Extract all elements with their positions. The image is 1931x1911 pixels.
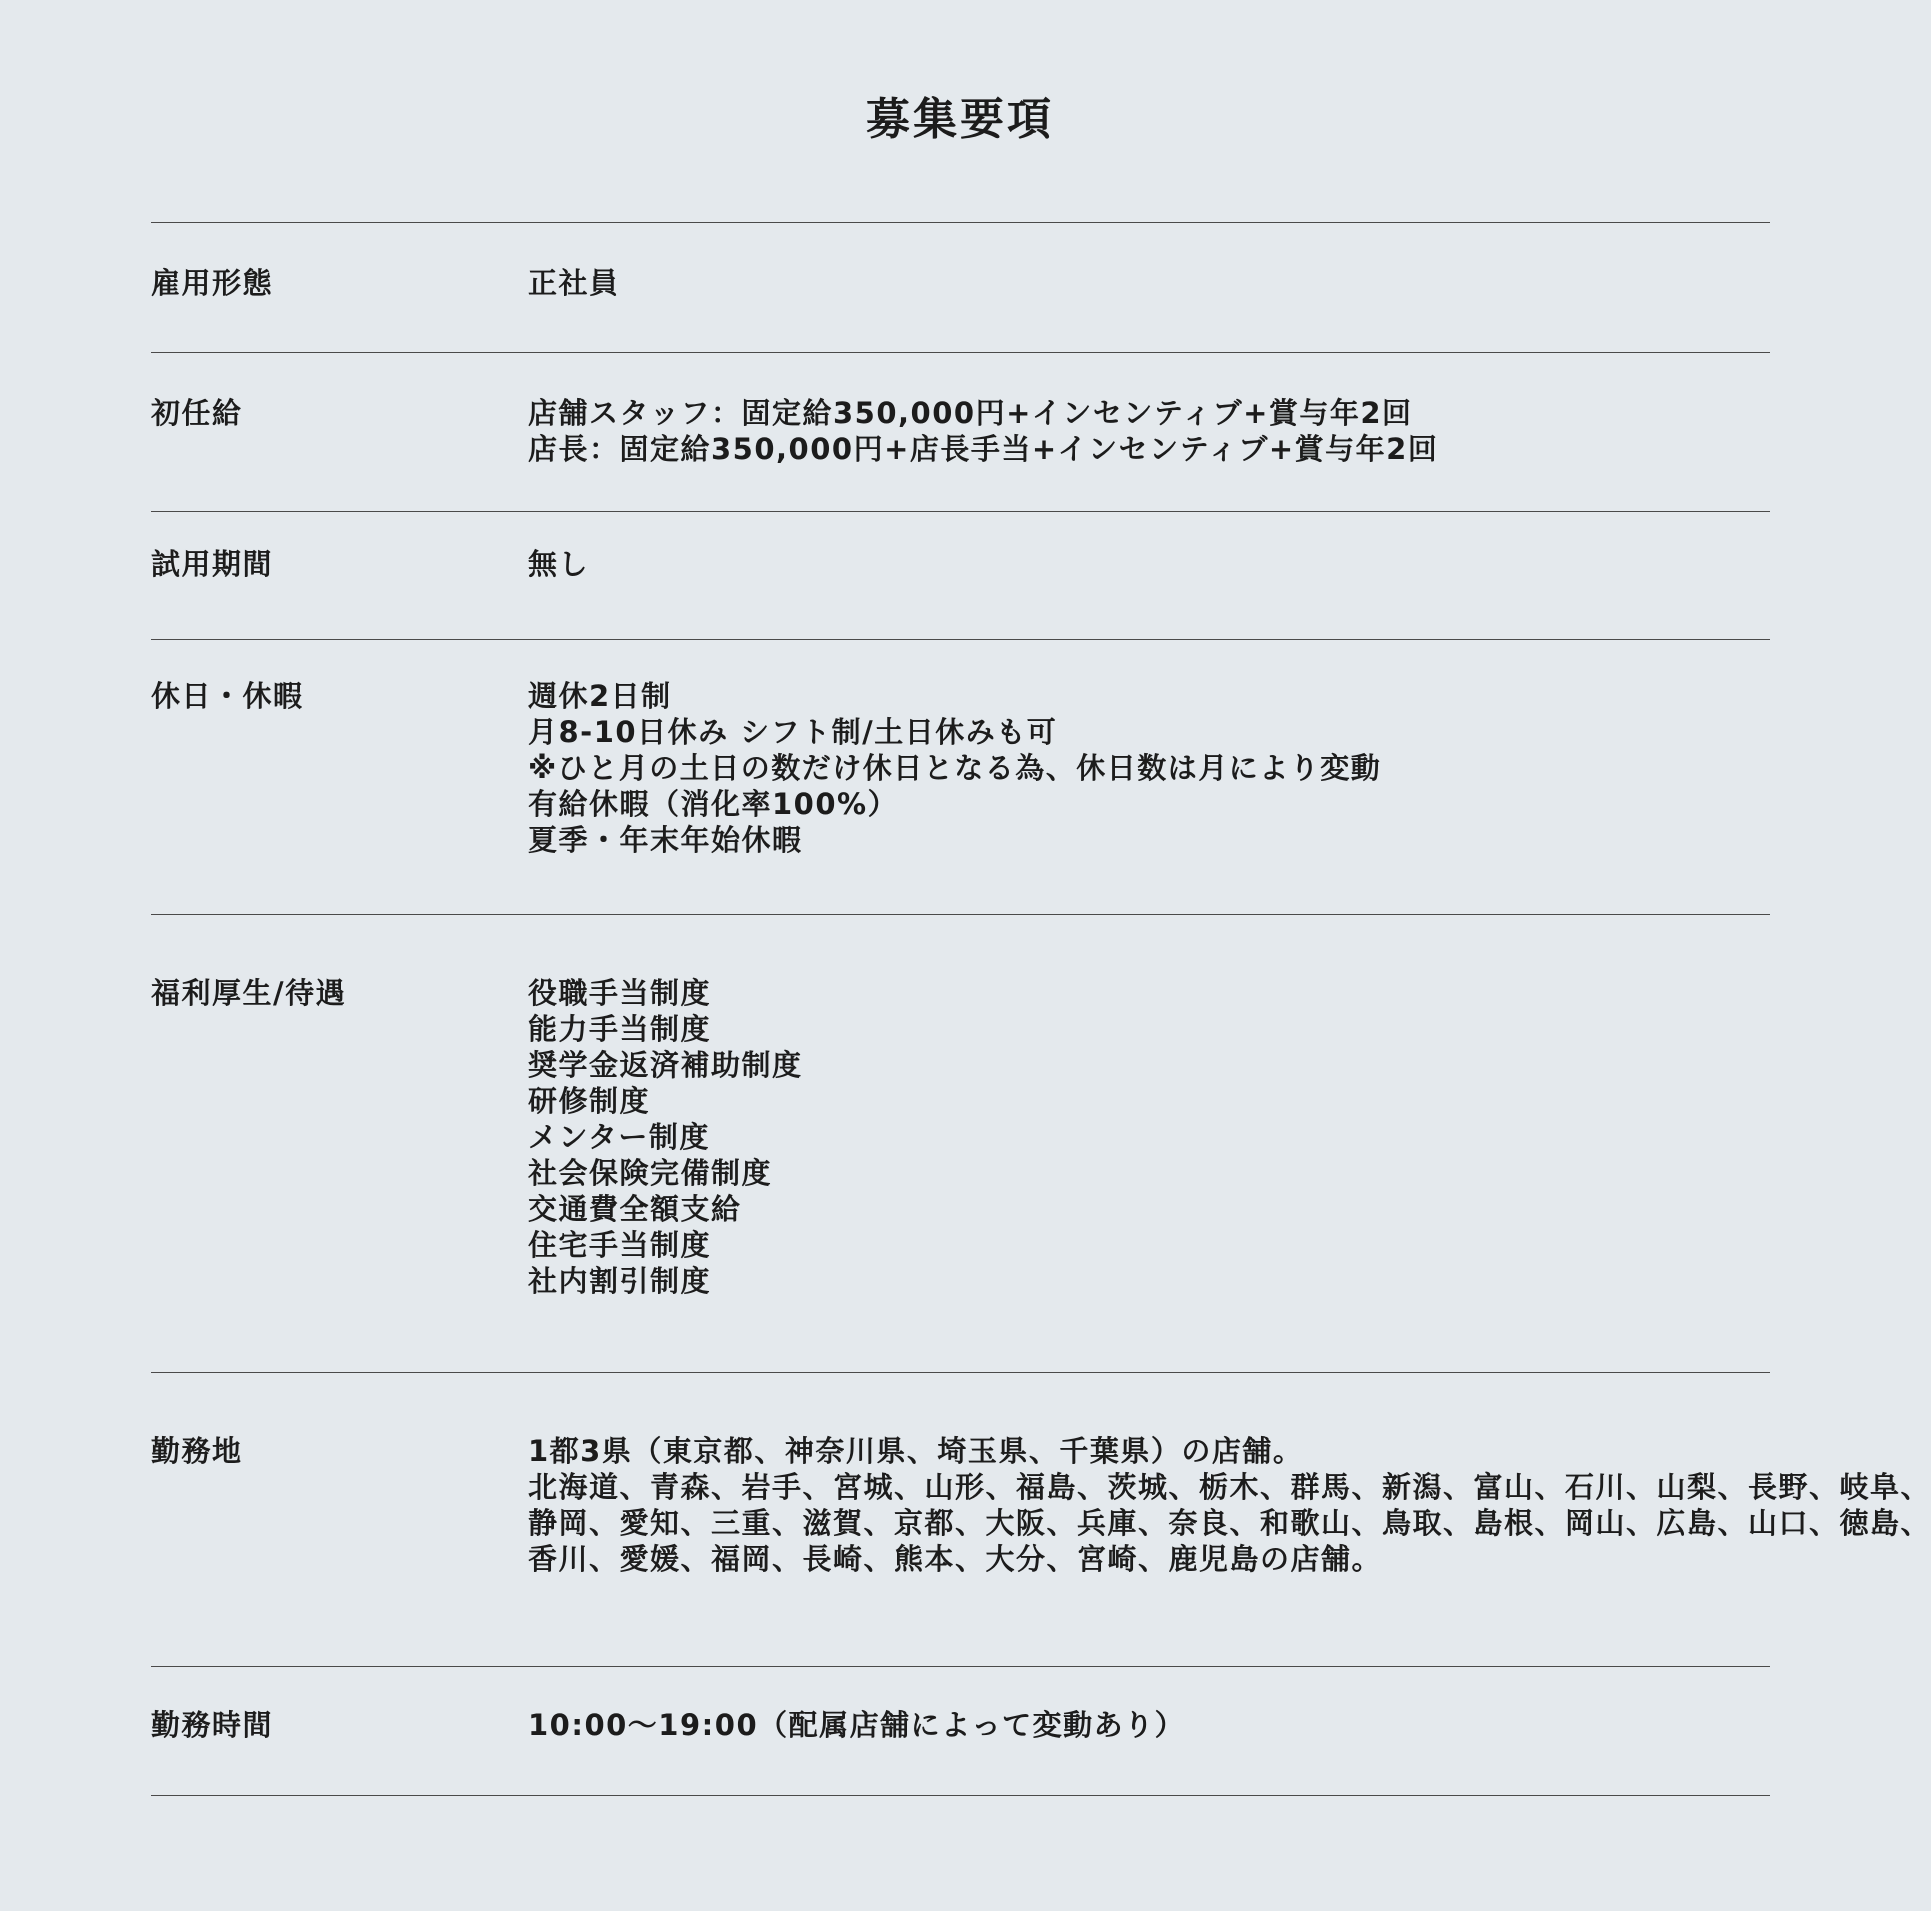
row-benefits (151, 915, 1770, 1373)
row-label: 勤務地 (151, 1434, 243, 1468)
value-line: 無し (528, 547, 590, 581)
value-line: 研修制度 (528, 1084, 651, 1118)
row-work-location (151, 1373, 1931, 1667)
value-line: 役職手当制度 (528, 976, 712, 1010)
value-line: 1都3県（東京都、神奈川県、埼玉県、千葉県）の店舗。 (528, 1434, 1304, 1468)
value-line: 週休2日制 (528, 679, 672, 713)
value-line: 静岡、愛知、三重、滋賀、京都、大阪、兵庫、奈良、和歌山、鳥取、島根、岡山、広島、山口、徳島、 (528, 1506, 1931, 1540)
row-label: 勤務時間 (151, 1708, 274, 1742)
row-label: 雇用形態 (151, 266, 274, 300)
row-trial-period (151, 512, 1770, 640)
value-line: 有給休暇（消化率100%） (528, 787, 899, 821)
row-value (528, 546, 1782, 582)
row-employment-type (151, 223, 1770, 353)
value-line: ※ひと月の土日の数だけ休日となる為、休日数は月により変動 (528, 751, 1382, 785)
value-line: 北海道、青森、岩手、宮城、山形、福島、茨城、栃木、群馬、新潟、富山、石川、山梨、長野、岐阜、 (528, 1470, 1931, 1504)
page-title: 募集要項 (866, 94, 1054, 145)
row-value (528, 395, 1782, 467)
row-label: 休日・休暇 (151, 679, 304, 713)
row-working-hours (151, 1667, 1770, 1796)
recruitment-table (151, 222, 1931, 1796)
value-line: 奨学金返済補助制度 (528, 1048, 803, 1082)
row-value (528, 265, 1782, 301)
row-label: 試用期間 (151, 547, 274, 581)
row-starting-salary (151, 353, 1770, 512)
value-line: 正社員 (528, 266, 620, 300)
row-value (528, 975, 1782, 1299)
value-line: 能力手当制度 (528, 1012, 712, 1046)
value-line: 月8-10日休み シフト制/土日休みも可 (528, 715, 1058, 749)
row-value (528, 678, 1782, 858)
value-line: 住宅手当制度 (528, 1228, 712, 1262)
value-line: メンター制度 (528, 1120, 710, 1154)
value-line: 香川、愛媛、福岡、長崎、熊本、大分、宮崎、鹿児島の店舗。 (528, 1542, 1383, 1576)
row-value (528, 1707, 1782, 1743)
value-line: 店長：固定給350,000円+店長手当+インセンティブ+賞与年2回 (528, 432, 1439, 466)
row-label: 福利厚生/待遇 (151, 976, 347, 1010)
value-line: 店舗スタッフ：固定給350,000円+インセンティブ+賞与年2回 (528, 396, 1413, 430)
value-line: 10:00〜19:00（配属店舗によって変動あり） (528, 1708, 1186, 1742)
row-holidays (151, 640, 1770, 915)
value-line: 社内割引制度 (528, 1264, 712, 1298)
value-line: 夏季・年末年始休暇 (528, 823, 803, 857)
row-value (528, 1433, 1931, 1577)
row-label: 初任給 (151, 396, 243, 430)
value-line: 交通費全額支給 (528, 1192, 742, 1226)
value-line: 社会保険完備制度 (528, 1156, 773, 1190)
